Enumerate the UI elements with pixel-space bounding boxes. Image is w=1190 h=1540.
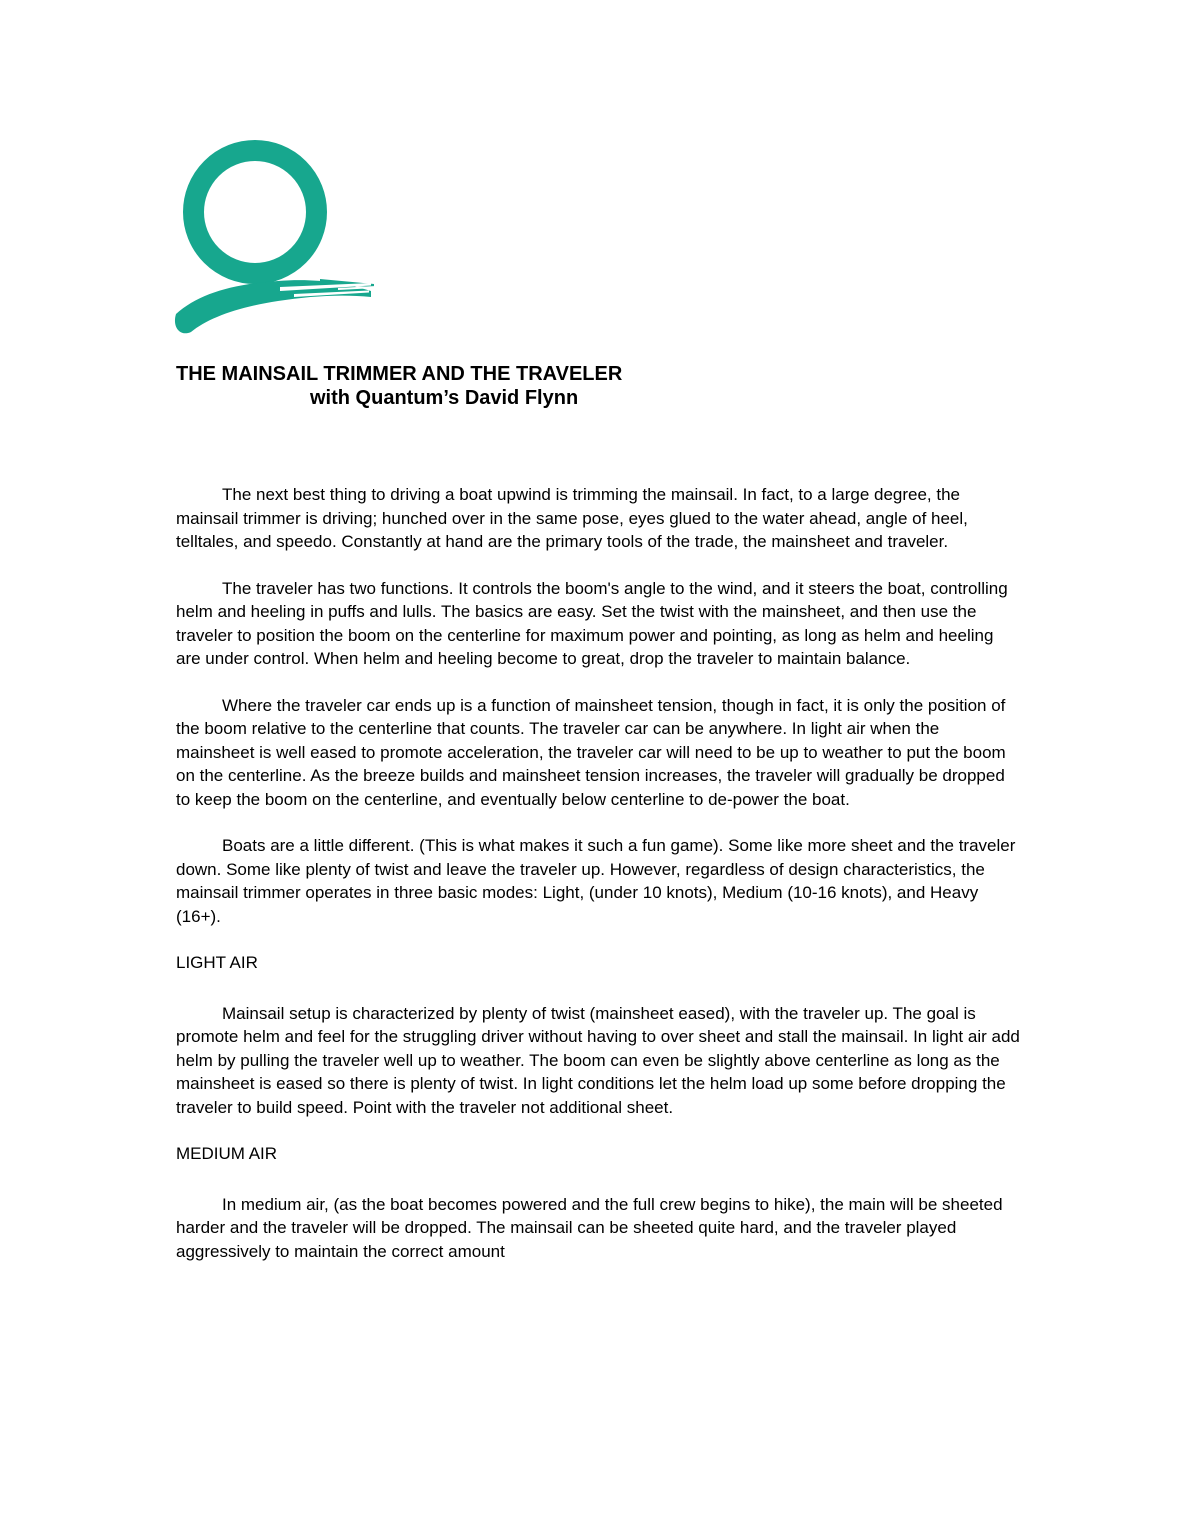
paragraph-traveler-functions: The traveler has two functions. It controls the boom's angle to the wind, and it steers the boat, controlling helm and heeling in puffs and lulls. The basics are easy. Set the twist with the mainsheet, and then use the traveler to position the boom on the centerline for maximum power and pointing, as long as helm and heeling are under control. When helm and heeling become to great, drop the traveler to maintain balance. (176, 578, 1008, 668)
quantum-logo (170, 138, 376, 340)
paragraph-traveler-car-position: Where the traveler car ends up is a function of mainsheet tension, though in fact, it is only the position of the boom relative to the centerline that counts. The traveler car can be anywhere. In light air when the mainsheet is well eased to promote acceleration, the traveler car will need to be up to weather to put the boom on the centerline. As the breeze builds and mainsheet tension increases, the traveler will gradually be dropped to keep the boom on the centerline, and eventually below centerline to de-power the boat. (176, 695, 1006, 809)
logo-ring-icon (194, 151, 317, 274)
paragraph-medium-air-setup: In medium air, (as the boat becomes powered and the full crew begins to hike), the main will be sheeted harder and the traveler will be dropped. The mainsail can be sheeted quite hard, and the traveler played aggressively to maintain the correct amount (176, 1194, 1003, 1261)
document-body (176, 483, 1020, 1286)
title-block (176, 362, 876, 410)
page-subtitle: with Quantum’s David Flynn (310, 387, 579, 409)
section-heading-light-air: LIGHT AIR (176, 953, 258, 972)
paragraph-intro-trimming: The next best thing to driving a boat upwind is trimming the mainsail. In fact, to a large degree, the mainsail trimmer is driving; hunched over in the same pose, eyes glued to the water ahead, angle of heel, telltales, and speedo. Constantly at hand are the primary tools of the trade, the mainsheet and traveler. (176, 485, 968, 551)
paragraph-light-air-setup: Mainsail setup is characterized by plenty of twist (mainsheet eased), with the traveler up. The goal is promote helm and feel for the struggling driver without having to over sheet and stall the mainsail. In light air add helm by pulling the traveler well up to weather. The boom can even be slightly above centerline as long as the mainsheet is eased so there is plenty of twist. In light conditions let the helm load up some before dropping the traveler to build speed. Point with the traveler not additional sheet. (176, 1003, 1020, 1117)
page-title: THE MAINSAIL TRIMMER AND THE TRAVELER (176, 363, 623, 385)
section-heading-medium-air: MEDIUM AIR (176, 1144, 278, 1163)
logo-brush-stroke-icon (175, 279, 376, 333)
paragraph-boats-differ-modes: Boats are a little different. (This is what makes it such a fun game). Some like more sheet and the traveler down. Some like plenty of twist and leave the traveler up. However, regardless of design characteristics, the mainsail trimmer operates in three basic modes: Light, (under 10 knots), Medium (10-16 knots), and Heavy (16+). (176, 836, 1016, 926)
